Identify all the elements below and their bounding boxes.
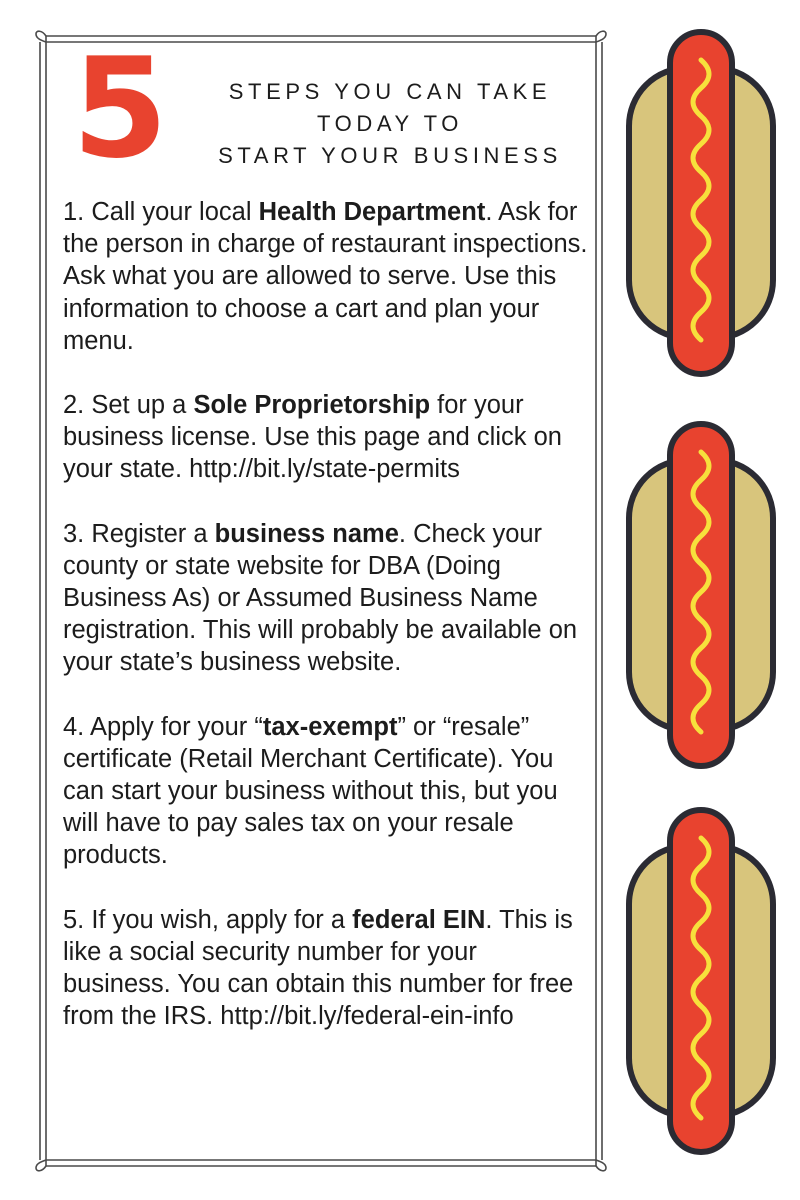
step-keyword: tax-exempt <box>262 712 398 741</box>
step-text: 3. Register a <box>63 519 215 548</box>
step-text: 2. Set up a <box>63 391 194 420</box>
step-keyword: federal EIN <box>352 905 486 934</box>
hotdog-icon <box>626 420 776 770</box>
step-text: for your business license. Use this page and click on your state. http://bit.ly/state-permits <box>63 391 562 484</box>
step-text: 4. Apply for your “ <box>63 712 263 741</box>
step-text: . Check your county or state website for DBA (Doing Business As) or Assumed Business Name registration. This will probably be available on your state’s business website. <box>63 519 578 677</box>
step-3 <box>63 518 591 679</box>
step-2 <box>63 389 591 486</box>
title-line-1: STEPS YOU CAN TAKE <box>228 79 552 104</box>
hotdog-icon <box>626 806 776 1156</box>
page-title <box>190 76 590 172</box>
steps-list <box>63 196 591 1064</box>
step-keyword: Health Department <box>258 198 486 226</box>
step-text: . Ask for the person in charge of restaurant inspections. Ask what you are allowed to serve. Use this information to choose a cart and plan your menu. <box>63 198 588 355</box>
title-line-3: START YOUR BUSINESS <box>218 143 562 168</box>
step-keyword: Sole Proprietorship <box>193 391 431 420</box>
step-text: ” or “resale” certificate (Retail Merchant Certificate). You can start your business without this, but you will have to pay sales tax on your resale products. <box>63 712 558 870</box>
step-4 <box>63 711 591 872</box>
step-text: 1. Call your local <box>63 198 259 226</box>
step-count-number: 5 <box>72 28 169 189</box>
step-keyword: business name <box>214 519 399 548</box>
hotdog-icon <box>626 28 776 378</box>
step-5 <box>63 904 591 1033</box>
title-line-2: TODAY TO <box>316 111 464 136</box>
step-text: . This is like a social security number for your business. You can obtain this number for free from the IRS. http://bit.ly/federal-ein-info <box>63 905 574 1031</box>
step-1 <box>63 196 591 357</box>
step-text: 5. If you wish, apply for a <box>63 905 353 934</box>
